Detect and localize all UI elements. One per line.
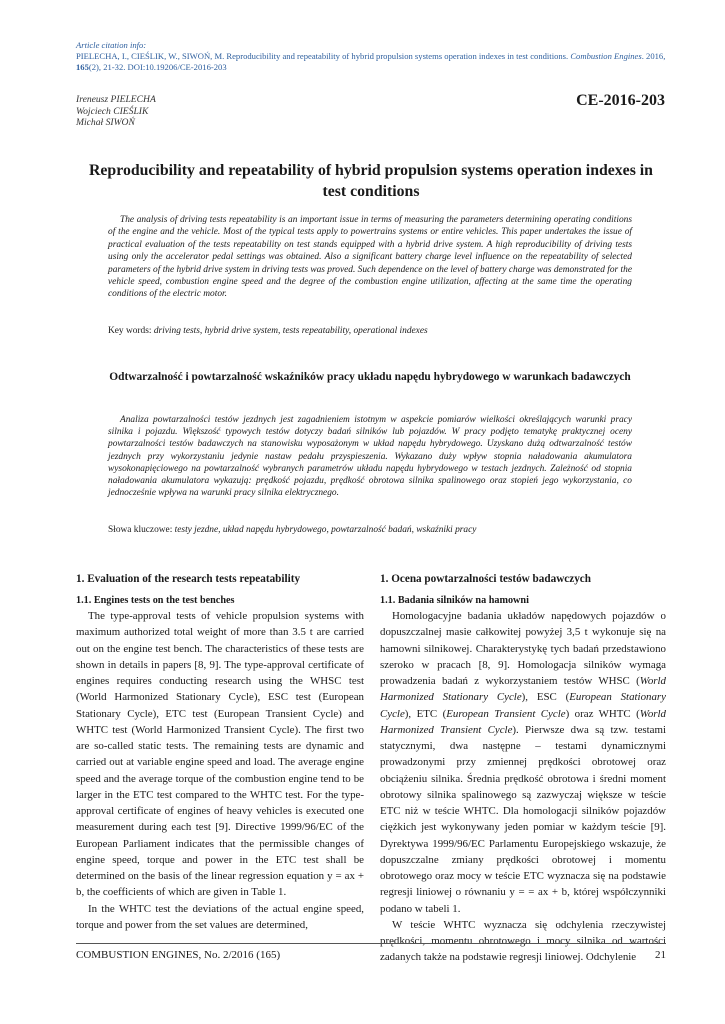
paragraph-text: ) oraz WHTC ( [565,707,640,720]
keywords-pl [108,524,632,536]
abstract-pl: Analiza powtarzalności testów jezdnych jest zagadnieniem istotnym w aspekcie pomiarów wielkości określających warunki pracy silnika i pojazdu. Większość typowych testów dotyczy badań silników lub pojazdów. W pracy podjęto tematykę praktycznej oceny powtarzalności testów badawczych na stanowisku wyposażonym w układ napędu hybrydowego. Uzyskano dużą odtwarzalność testów jezdnych przy wykorzystaniu jedynie nastaw pedału przyspieszenia. Wykazano duży wpływ stopnia naładowania akumulatora wysokonapięciowego na powtarzalność wybranych parametrów układu napędu hybrydowego w testach jezdnych. Zależność od stopnia naładowania akumulatora wykazują: prędkość pojazdu, prędkość obrotowa silnika spalinowego oraz stopień jego wykorzystania, co jednocześnie wpływa na warunki pracy silnika elektrycznego. [108,415,632,499]
author-name: Wojciech CIEŚLIK [76,105,149,117]
italic-term: European Transient Cycle [446,707,566,720]
author-name: Michał SIWOŃ [76,117,135,128]
body-column-english [76,572,364,933]
section-heading: 1. Ocena powtarzalności testów badawczych [380,573,591,585]
section-heading: 1. Evaluation of the research tests repeatability [76,573,301,585]
keywords-text: testy jezdne, układ napędu hybrydowego, powtarzalność badań, wskaźniki pracy [174,525,477,535]
article-citation-info [76,40,666,73]
italic-term: European Stationary Cycle [380,691,666,720]
paper-title-pl: Odtwarzalność i powtarzalność wskaźników pracy układu napędu hybrydowego w warunkach badawczych [109,371,631,383]
paper-code: CE-2016-203 [576,92,665,109]
page-number: 21 [655,949,666,961]
subsection-heading: 1.1. Engines tests on the test benches [76,595,235,606]
paper-title-en: Reproducibility and repeatability of hybrid propulsion systems operation indexes in test conditions [89,162,653,200]
citation-text-authors-title: PIELECHA, I., CIEŚLIK, W., SIWOŃ, M. Reproducibility and repeatability of hybrid propulsion systems operation indexes in test conditions. [76,51,571,61]
body-paragraph: In the WHTC test the deviations of the actual engine speed, torque and power from the set values are determined, [76,902,364,931]
keywords-en [108,325,632,337]
italic-term: World Harmonized Transient Cycle [380,707,666,736]
footer-journal: COMBUSTION ENGINES, No. 2/2016 (165) [76,949,281,961]
subsection-heading: 1.1. Badania silników na hamowni [380,595,529,606]
citation-volume: 165 [76,62,89,72]
keywords-label: Słowa kluczowe: [108,525,175,535]
citation-journal: Combustion Engines [570,51,642,61]
body-paragraph: W teście WHTC wyznacza się odchylenia rzeczywistej prędkości, momentu obrotowego i mocy silnika od wartości zadanych także na podstawie regresji liniowej. Odchylenie [380,918,666,964]
paragraph-text: ), ETC ( [404,707,447,720]
citation-text [76,51,666,73]
keywords-text: driving tests, hybrid drive system, tests repeatability, operational indexes [153,326,428,336]
italic-term: World Harmonized Stationary Cycle [380,675,666,704]
author-list [76,94,156,129]
citation-heading: Article citation info: [76,40,147,50]
paragraph-text: ), ESC ( [521,691,570,704]
footer-divider [76,943,666,944]
body-column-polish [380,572,666,966]
citation-text-pages-doi: (2), 21-32. DOI:10.19206/CE-2016-203 [88,62,227,72]
abstract-en: The analysis of driving tests repeatability is an important issue in terms of measuring the parameters determining operating conditions of the engine and the vehicle. Most of the typical tests apply to powertrains systems or entire vehicles. This paper undertakes the issue of practical evaluation of the tests repeatability on test stands equipped with a hybrid drive system. A high reproducibility of driving tests using only the accelerator pedal settings was obtained. Also a significant battery charge level influence on the repeatability of selected parameters of the hybrid drive system in driving tests was proved. Such dependence on the level of battery charge was demonstrated for the vehicle speed, combustion engine speed and the degree of the combustion engine utilization, affecting at the same time the operating conditions of the electric motor. [108,215,632,300]
body-paragraph: The type-approval tests of vehicle propulsion systems with maximum authorized total weight of more than 3.5 t are carried out on the engine test bench. The characteristics of these tests are shown in details in papers [8, 9]. The type-approval certificate of engines requires conducting research using the WHSC test (World Harmonized Stationary Cycle), ESC test (European Stationary Cycle), ETC test (European Transient Cycle) and WHTC test (World Harmonized Transient Cycle). The first two are so-called static tests. The remaining tests are dynamic and carried out at variable engine speed and load. The average engine speed and the average torque of the combustion engine tend to be larger in the ETC test compared to the WHTC test. For the type-approval certificate of engines of heavy vehicles is executed one measurement during each test [9]. Directive 1999/96/EC of the European Parliament indicates that the permissible changes of engine speed, torque and power in the ETC test shall be determined on the basis of the linear regression equation y = ax + b, the coefficients of which are given in Table 1. [76,610,364,899]
author-name: Ireneusz PIELECHA [76,94,156,105]
paragraph-text: ). Pierwsze dwa są tzw. testami statycznymi, dwa następne – testami dynamicznymi prowadzonymi przy zmiennej prędkości obrotowej oraz obciążeniu silnika. Średnia prędkość obrotowa i średni moment obrotowy silnika spalinowego są zazwyczaj większe w teście ETC niż w teście WHTC. Dla homologacji silników pojazdów ciężkich jest wykonywany jeden pomiar w każdym teście [9]. Dyrektywa 1999/96/EC Parlamentu Europejskiego wskazuje, że dopuszczalne zmiany prędkości obrotowej i momentu obrotowego oraz mocy w teście ETC wyznacza się na podstawie regresji liniowej o równaniu y = = ax + b, której współczynniki podano w tabeli 1. [380,723,666,915]
citation-text-year: . 2016, [641,51,666,61]
body-paragraph [380,608,666,917]
keywords-label: Key words: [108,326,154,336]
paragraph-text: Homologacyjne badania układów napędowych pojazdów o dopuszczalnej masie całkowitej powyżej 3,5 t wykonuje się na hamowni silnikowej. Charakterystykę tych badań przedstawiono szeroko w pracach [8, 9]. Homologacja silników wymaga prowadzenia badań z wykorzystaniem testów WHSC ( [380,610,666,687]
